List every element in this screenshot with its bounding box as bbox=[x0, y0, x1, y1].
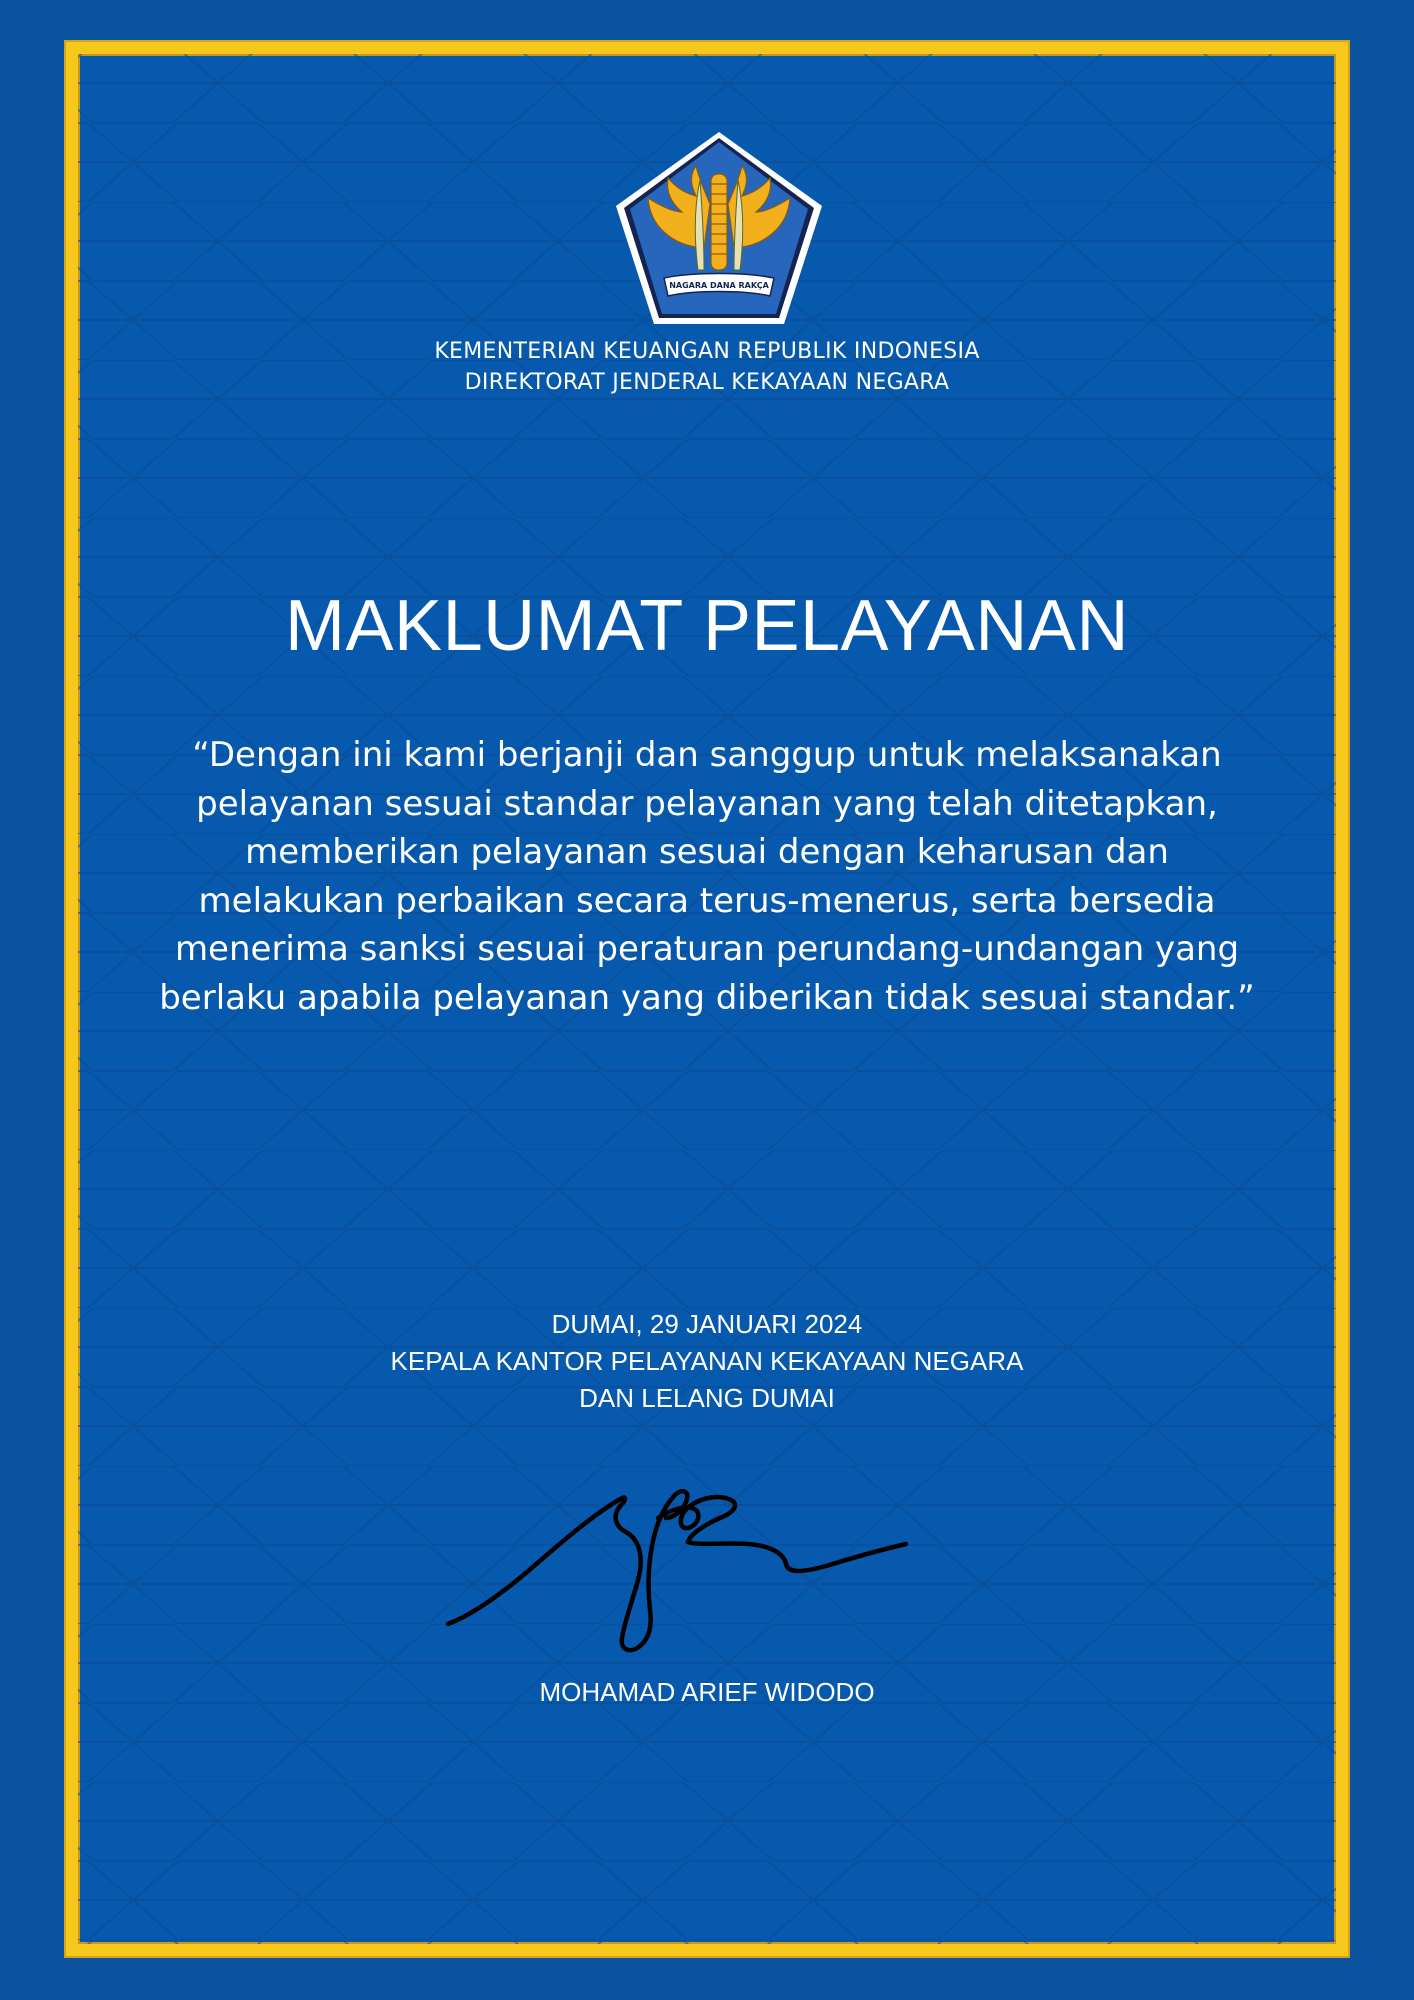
statement-line: memberikan pelayanan sesuai dengan keharusan dan bbox=[245, 832, 1169, 872]
signatory-position-line1: KEPALA KANTOR PELAYANAN KEKAYAAN NEGARA bbox=[390, 1346, 1024, 1376]
ministry-name: KEMENTERIAN KEUANGAN REPUBLIK INDONESIA bbox=[434, 339, 980, 364]
ministry-emblem-logo bbox=[612, 128, 826, 328]
statement-line: “Dengan ini kami berjanji dan sanggup untuk melaksanakan bbox=[192, 735, 1222, 775]
handwritten-signature bbox=[434, 1454, 994, 1654]
statement-line: berlaku apabila pelayanan yang diberikan tidak sesuai standar.” bbox=[159, 977, 1255, 1018]
emblem-motto-text: NAGARA DANA RAKÇA bbox=[669, 281, 769, 290]
place-date: DUMAI, 29 JANUARI 2024 bbox=[551, 1309, 863, 1339]
signatory-position-line2: DAN LELANG DUMAI bbox=[579, 1383, 835, 1413]
statement-line: melakukan perbaikan secara terus-menerus, serta bersedia bbox=[198, 880, 1216, 921]
signatory-name: MOHAMAD ARIEF WIDODO bbox=[539, 1677, 875, 1707]
directorate-name: DIREKTORAT JENDERAL KEKAYAAN NEGARA bbox=[464, 370, 950, 395]
gold-border-frame bbox=[66, 42, 1348, 1956]
statement-line: pelayanan sesuai standar pelayanan yang telah ditetapkan, bbox=[196, 783, 1218, 824]
service-statement bbox=[118, 731, 1296, 1022]
document-title: MAKLUMAT PELAYANAN bbox=[285, 586, 1129, 666]
statement-line: menerima sanksi sesuai peraturan perundang-undangan yang bbox=[174, 929, 1240, 969]
